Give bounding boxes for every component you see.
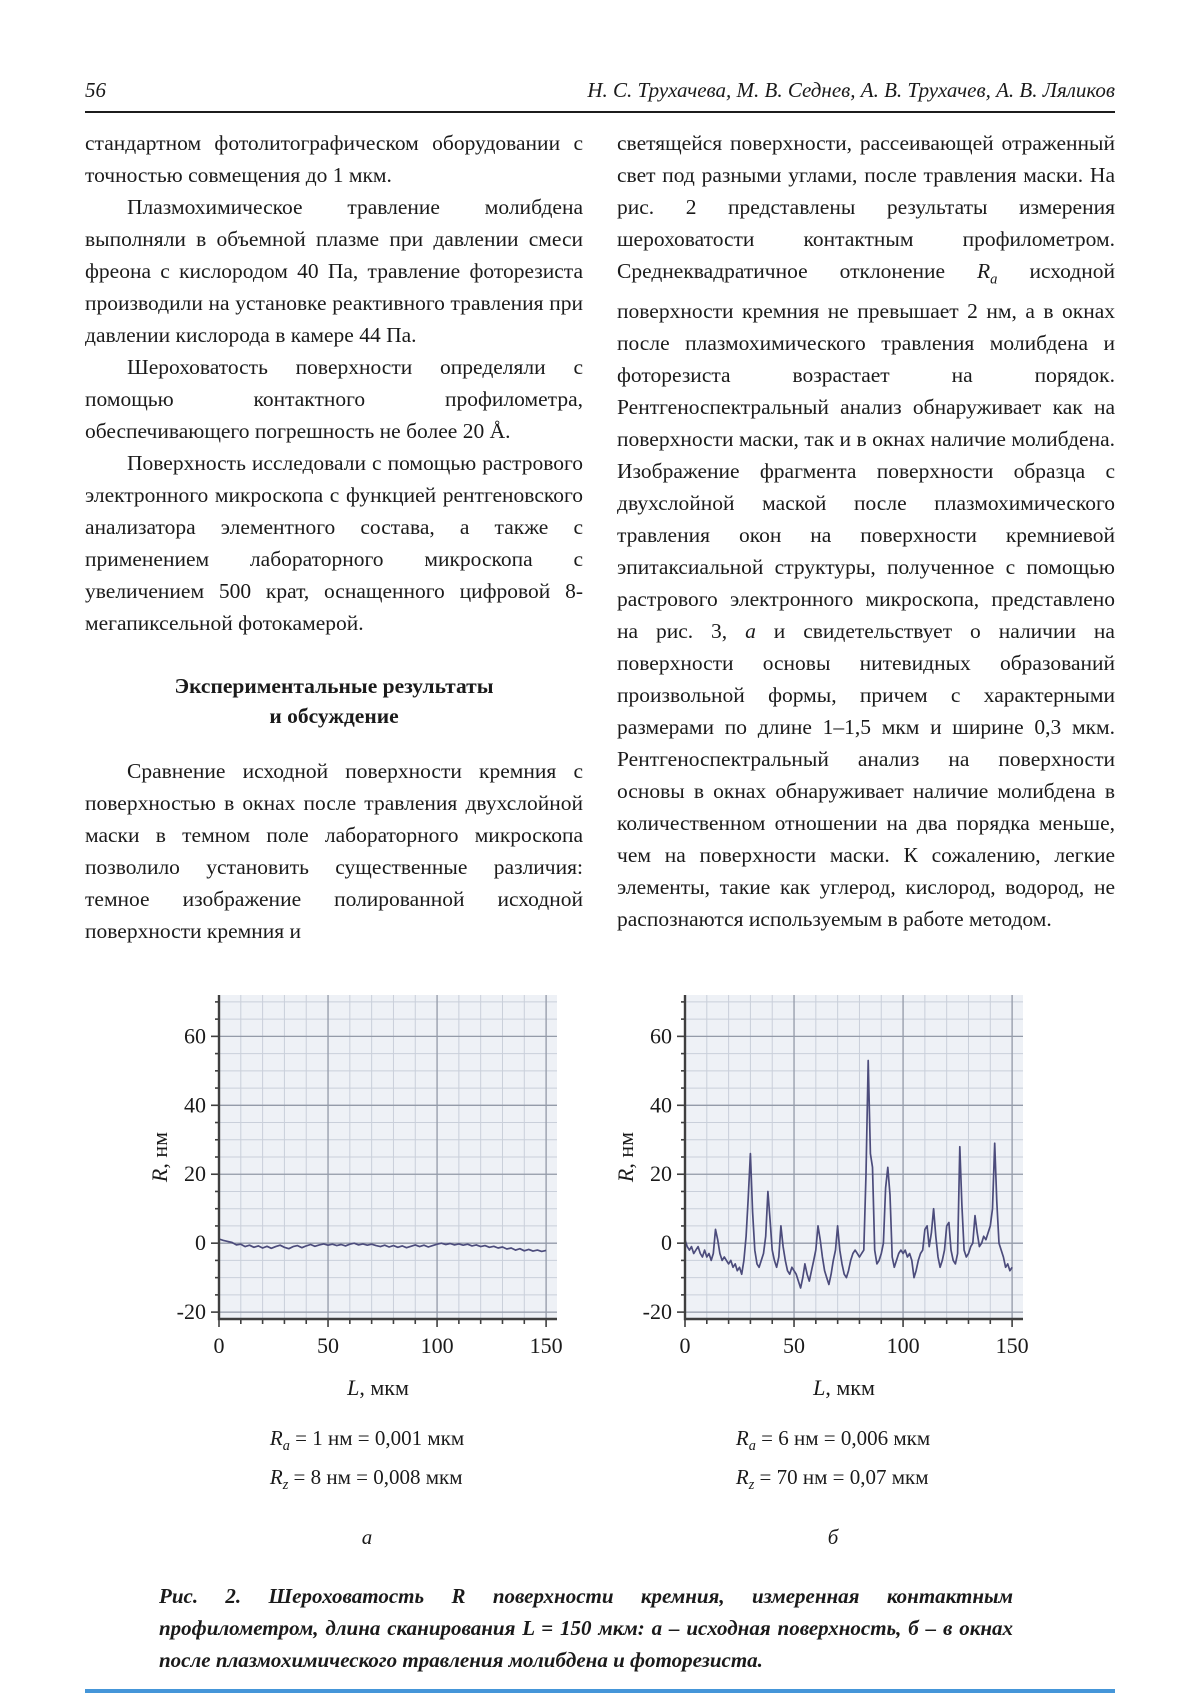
svg-text:20: 20 [184,1161,206,1187]
roughness-chart-etched-windows [607,983,1059,1401]
section-heading-line1: Экспериментальные результаты [174,674,494,698]
svg-text:0: 0 [195,1230,206,1256]
left-column [85,127,583,947]
panel-label-a: а [361,1525,373,1550]
roughness-stats-a [270,1423,464,1501]
rz-value: $R_z = 70$ нм = 0,07 мкм [735,1465,929,1494]
svg-text:150: 150 [529,1333,563,1358]
svg-text:-20: -20 [176,1299,206,1325]
roughness-chart-initial-surface [141,983,593,1401]
page-number: 56 [85,78,106,102]
svg-text:150: 150 [995,1333,1029,1358]
page-content [85,0,1115,1676]
svg-text:L, мкм: L, мкм [347,1375,409,1400]
svg-text:40: 40 [184,1092,206,1118]
header-rule [85,111,1115,113]
svg-text:60: 60 [184,1023,206,1049]
ra-value: $R_a = 1$ нм = 0,001 мкм [269,1426,465,1455]
svg-text:50: 50 [783,1333,806,1358]
paragraph: Плазмохимическое травление молибдена выполняли в объемной плазме при давлении смеси фреона с кислородом 40 Па, травление фоторезиста производили на установке реактивного травления при давлении кислорода в камере 44 Па. [85,195,583,347]
svg-text:20: 20 [650,1161,672,1187]
figure-panel-a [141,983,593,1550]
right-column [617,127,1115,947]
paragraph: Шероховатость поверхности определяли с помощью контактного профилометра, обеспечивающего погрешность не более 20 Å. [85,355,583,443]
roughness-stats-b [736,1423,930,1501]
paragraph: Сравнение исходной поверхности кремния с поверхностью в окнах после травления двухслойной маски в темном поле лабораторного микроскопа позволило установить существенные различия: темное изображение полированной исходной поверхности кремния и [85,759,583,943]
svg-text:-20: -20 [642,1299,672,1325]
paragraph: Поверхность исследовали с помощью растрового электронного микроскопа с функцией рентгеновского анализатора элементного состава, а также с применением лабораторного микроскопа с увеличением 500 крат, оснащенного цифровой 8-мегапиксельной фотокамерой. [85,451,583,635]
rz-value: $R_z = 8$ нм = 0,008 мкм [269,1465,463,1494]
running-head-authors: Н. С. Трухачева, М. В. Седнев, А. В. Трухачев, А. В. Ляликов [587,78,1115,102]
svg-text:0: 0 [213,1333,225,1358]
figure-caption: Рис. 2. Шероховатость R поверхности кремния, измеренная контактным профилометром, длина сканирования L = 150 мкм: а – исходная поверхность, б – в окнах после плазмохимического травления молибдена и фоторезиста. [159,1584,1013,1673]
svg-text:40: 40 [650,1092,672,1118]
svg-text:0: 0 [679,1333,691,1358]
panel-label-b: б [827,1525,839,1550]
two-column-text [85,127,1115,947]
svg-text:60: 60 [650,1023,672,1049]
figure-2 [85,983,1115,1550]
section-heading [85,671,583,731]
svg-text:100: 100 [420,1333,454,1358]
ra-value: $R_a = 6$ нм = 0,006 мкм [735,1426,931,1455]
paragraph: светящейся поверхности, рассеивающей отраженный свет под разными углами, после травления маски. На рис. 2 представлены результаты измерения шероховатости контактным профилометром. Среднеквадратичное отклонение $R_a$ исходной поверхности кремния не превышает 2 нм, а в окнах после плазмохимического травления молибдена и фоторезиста возрастает на порядок. Рентгеноспектральный анализ обнаруживает как на поверхности маски, так и в окнах наличие молибдена. Изображение фрагмента поверхности образца с двухслойной маской после плазмохимического травления окон на поверхности кремниевой эпитаксиальной структуры, полученное с помощью растрового электронного микроскопа, представлено на рис. 3, а и свидетельствует о наличии на поверхности основы нитевидных образований произвольной формы, причем с характерными размерами по длине 1–1,5 мкм и ширине 0,3 мкм. Рентгеноспектральный анализ на поверхности основы в окнах обнаруживает наличие молибдена в количественном отношении на два порядка меньше, чем на поверхности маски. К сожалению, легкие элементы, такие как углерод, кислород, водород, не распознаются используемым в работе методом. [617,131,1115,932]
figure-panel-b [607,983,1059,1550]
svg-text:50: 50 [317,1333,340,1358]
section-heading-line2: и обсуждение [269,704,399,728]
svg-text:L, мкм: L, мкм [813,1375,875,1400]
running-header [85,0,1115,103]
svg-text:R, нм: R, нм [147,1131,172,1183]
svg-text:R, нм: R, нм [613,1131,638,1183]
footer-rule [85,1689,1115,1693]
svg-text:100: 100 [886,1333,920,1358]
svg-text:0: 0 [661,1230,672,1256]
paragraph: стандартном фотолитографическом оборудовании с точностью совмещения до 1 мкм. [85,131,583,187]
